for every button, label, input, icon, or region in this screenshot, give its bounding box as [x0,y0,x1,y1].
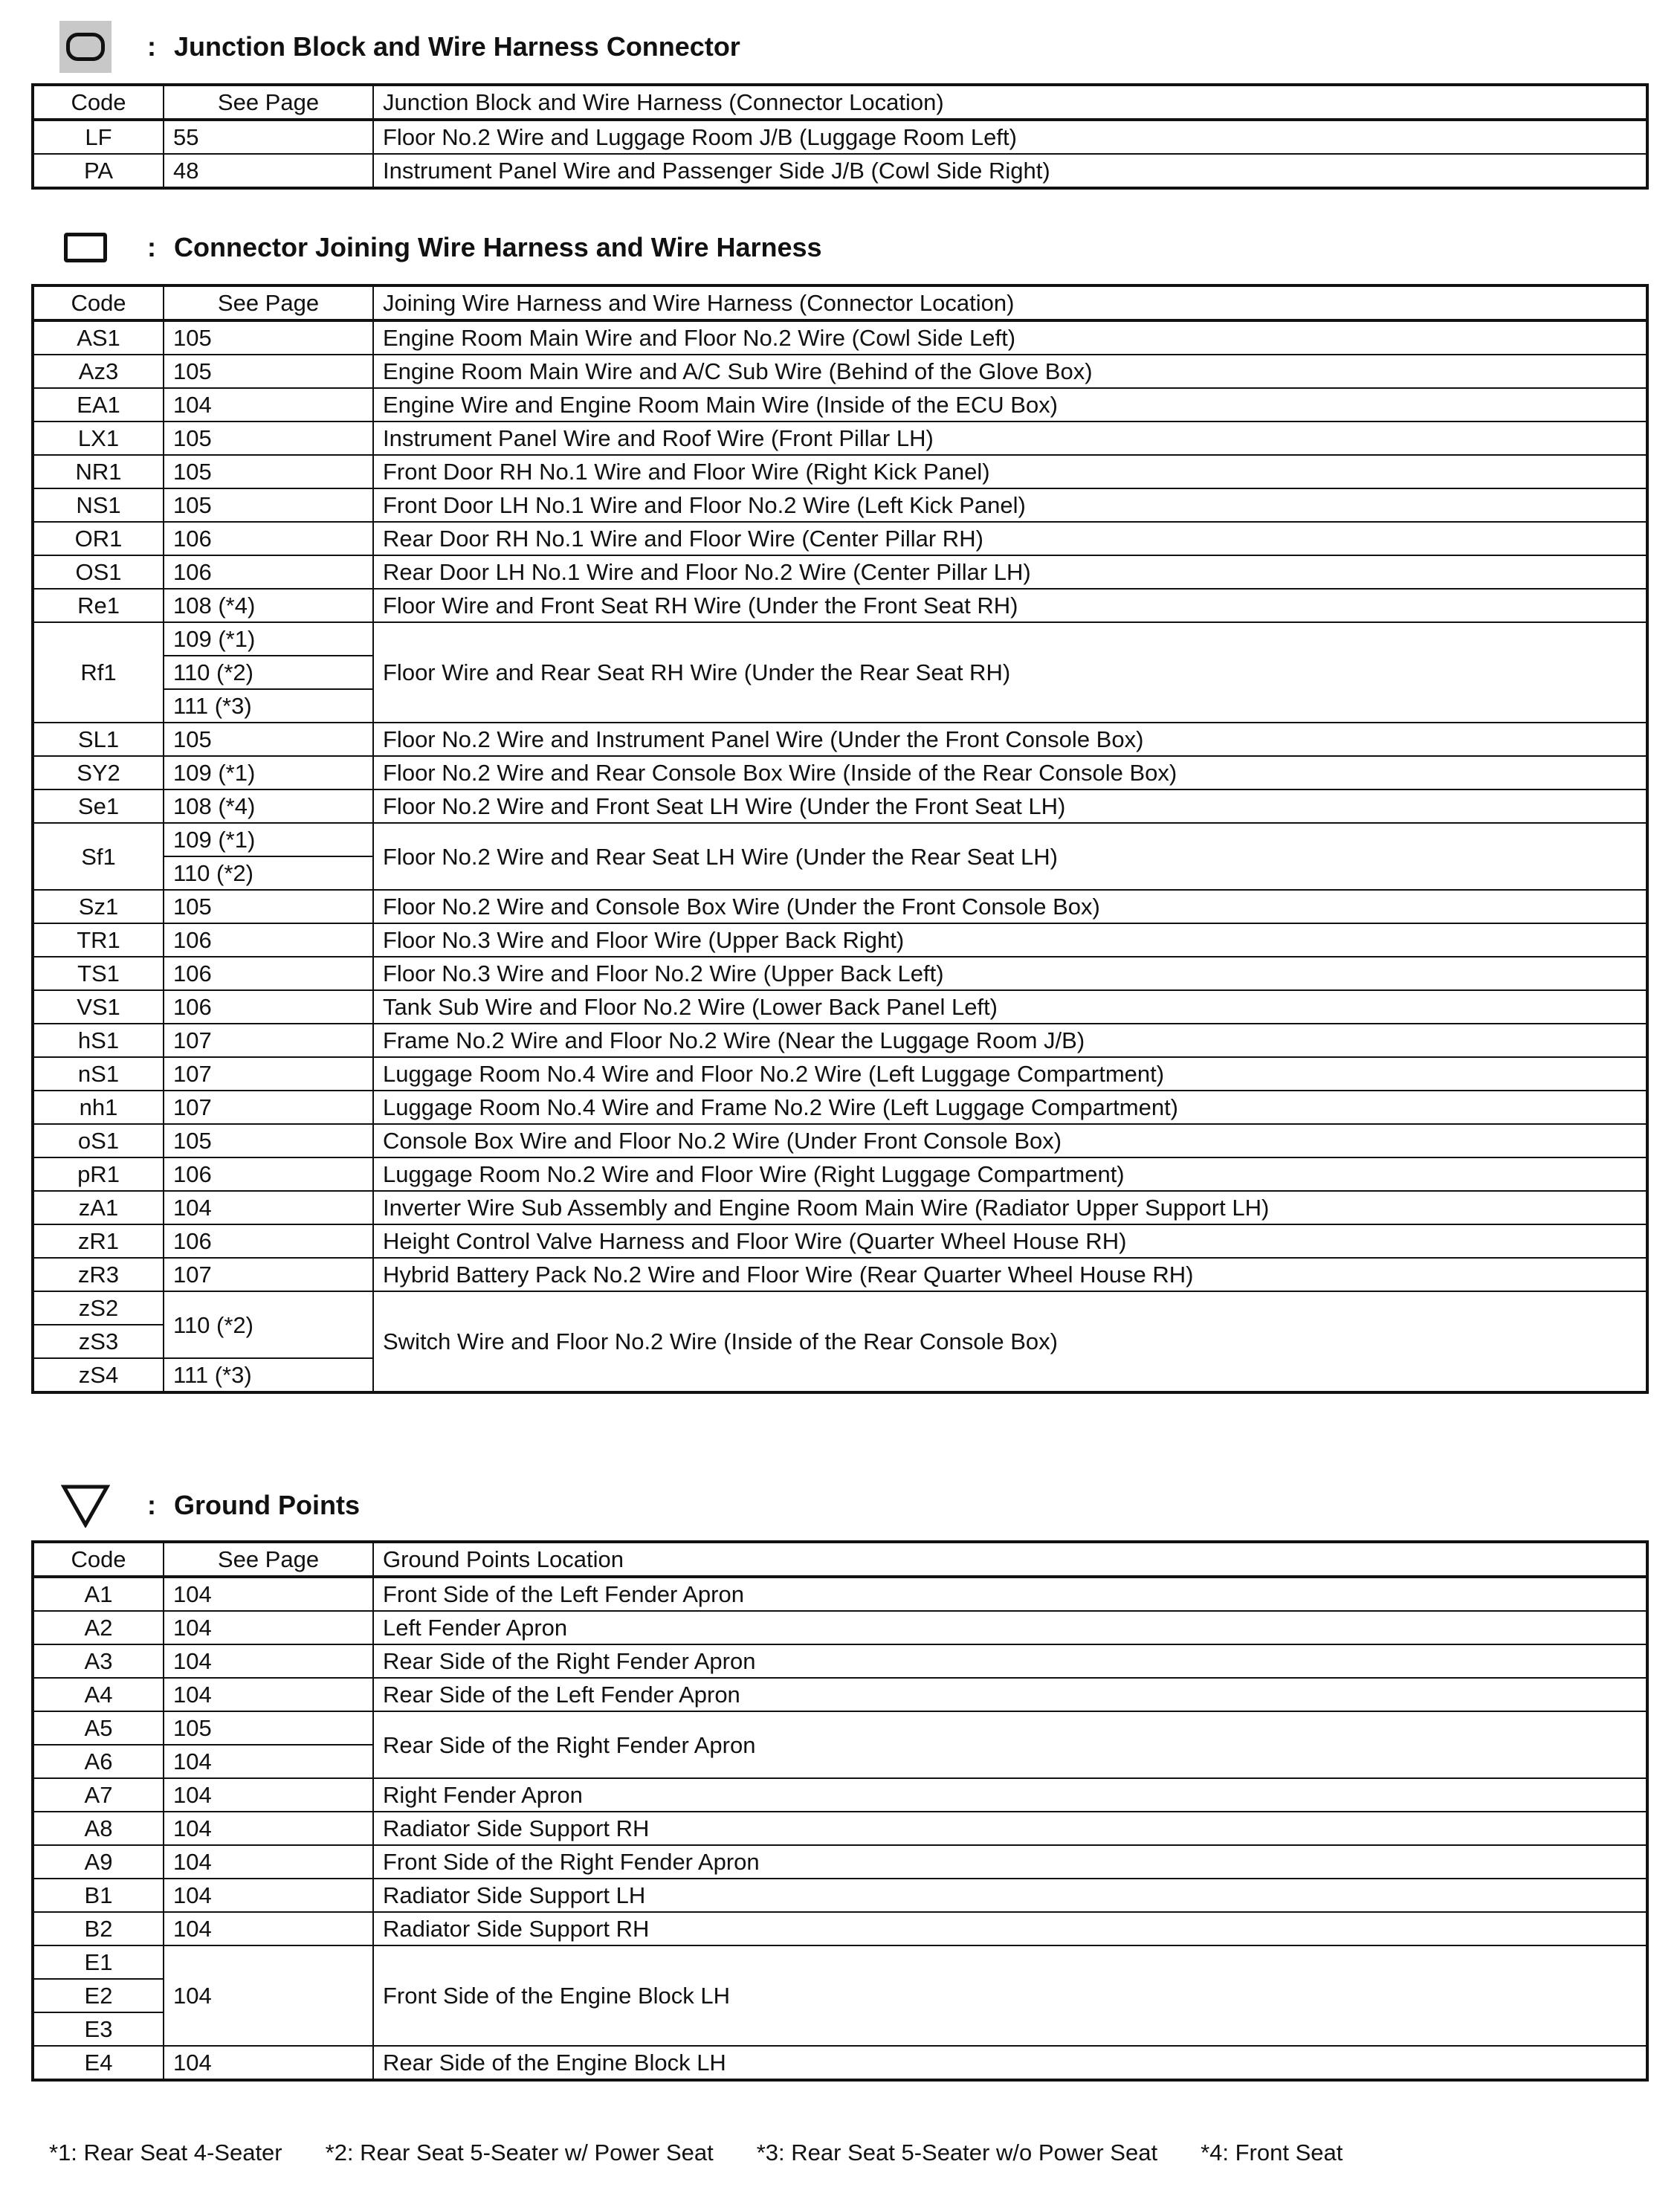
location-cell: Rear Side of the Left Fender Apron [373,1678,1647,1711]
location-cell: Front Door RH No.1 Wire and Floor Wire (Right Kick Panel) [373,455,1647,488]
header-see-page: See Page [164,85,373,120]
page-cell: 108 (*4) [164,589,373,622]
footnote-1: *1: Rear Seat 4-Seater [49,2140,282,2166]
code-cell: A2 [33,1611,164,1644]
header-see-page: See Page [164,1542,373,1577]
page-cell: 109 (*1) [164,756,373,789]
code-cell: Se1 [33,789,164,823]
table-row [33,1124,1647,1157]
code-cell: SL1 [33,723,164,756]
code-cell: zS2 [33,1291,164,1325]
table-header-row [33,85,1647,120]
location-cell: Luggage Room No.4 Wire and Frame No.2 Wire (Left Luggage Compartment) [373,1091,1647,1124]
page-cell: 110 (*2) [164,1291,373,1358]
header-location: Junction Block and Wire Harness (Connector Location) [373,85,1647,120]
section-header-ground-points [59,1479,360,1531]
table-row [33,355,1647,388]
header-code: Code [33,285,164,320]
page-cell: 110 (*2) [164,856,373,890]
code-cell: zR1 [33,1224,164,1258]
code-cell: zR3 [33,1258,164,1291]
table-row [33,388,1647,422]
section-colon: : [147,31,156,62]
code-cell: oS1 [33,1124,164,1157]
table-row [33,789,1647,823]
page-cell: 105 [164,1124,373,1157]
code-cell: Sz1 [33,890,164,923]
page-cell: 109 (*1) [164,823,373,856]
code-cell: A3 [33,1644,164,1678]
header-see-page: See Page [164,285,373,320]
table-row [33,1678,1647,1711]
page-cell: 106 [164,1157,373,1191]
table-row [33,1577,1647,1611]
code-cell: A6 [33,1745,164,1778]
code-cell: B1 [33,1879,164,1912]
code-cell: E2 [33,1979,164,2012]
code-cell: E1 [33,1945,164,1979]
location-cell: Engine Wire and Engine Room Main Wire (Inside of the ECU Box) [373,388,1647,422]
location-cell: Front Side of the Left Fender Apron [373,1577,1647,1611]
location-cell: Tank Sub Wire and Floor No.2 Wire (Lower Back Panel Left) [373,990,1647,1024]
table-row [33,756,1647,789]
code-cell: OR1 [33,522,164,555]
page-cell: 104 [164,1745,373,1778]
table-row [33,1057,1647,1091]
code-cell: SY2 [33,756,164,789]
location-cell: Switch Wire and Floor No.2 Wire (Inside of the Rear Console Box) [373,1291,1647,1392]
page-cell: 104 [164,1577,373,1611]
table-row [33,1845,1647,1879]
location-cell: Hybrid Battery Pack No.2 Wire and Floor Wire (Rear Quarter Wheel House RH) [373,1258,1647,1291]
table-row [33,1611,1647,1644]
table-row [33,1258,1647,1291]
page-cell: 106 [164,555,373,589]
table-row [33,488,1647,522]
page-cell: 106 [164,522,373,555]
location-cell: Console Box Wire and Floor No.2 Wire (Under Front Console Box) [373,1124,1647,1157]
page-cell: 110 (*2) [164,656,373,689]
ground-triangle-icon [59,1479,112,1531]
page-cell: 48 [164,154,373,188]
junction-block-table [31,83,1649,190]
page-cell: 104 [164,1644,373,1678]
page-cell: 104 [164,1845,373,1879]
code-cell: Sf1 [33,823,164,890]
code-cell: A5 [33,1711,164,1745]
page-cell: 105 [164,455,373,488]
code-cell: E4 [33,2046,164,2080]
page-cell: 104 [164,388,373,422]
code-cell: NS1 [33,488,164,522]
page-cell: 104 [164,1611,373,1644]
location-cell: Engine Room Main Wire and A/C Sub Wire (Behind of the Glove Box) [373,355,1647,388]
code-cell: VS1 [33,990,164,1024]
footnote-2: *2: Rear Seat 5-Seater w/ Power Seat [325,2140,714,2166]
location-cell: Rear Side of the Right Fender Apron [373,1711,1647,1778]
location-cell: Floor Wire and Rear Seat RH Wire (Under the Rear Seat RH) [373,622,1647,723]
location-cell: Floor No.2 Wire and Luggage Room J/B (Luggage Room Left) [373,120,1647,154]
code-cell: A1 [33,1577,164,1611]
page-cell: 111 (*3) [164,689,373,723]
footnote-3: *3: Rear Seat 5-Seater w/o Power Seat [756,2140,1158,2166]
page-cell: 108 (*4) [164,789,373,823]
location-cell: Radiator Side Support RH [373,1912,1647,1945]
location-cell: Frame No.2 Wire and Floor No.2 Wire (Near the Luggage Room J/B) [373,1024,1647,1057]
page-cell: 105 [164,320,373,355]
table-header-row [33,1542,1647,1577]
table-row [33,823,1647,856]
code-cell: zA1 [33,1191,164,1224]
location-cell: Floor No.3 Wire and Floor No.2 Wire (Upper Back Left) [373,957,1647,990]
code-cell: TS1 [33,957,164,990]
page-cell: 104 [164,1879,373,1912]
header-code: Code [33,1542,164,1577]
code-cell: E3 [33,2012,164,2046]
location-cell: Floor No.2 Wire and Rear Seat LH Wire (Under the Rear Seat LH) [373,823,1647,890]
code-cell: Re1 [33,589,164,622]
table-row [33,1945,1647,1979]
junction-block-icon [59,21,112,73]
header-location: Joining Wire Harness and Wire Harness (Connector Location) [373,285,1647,320]
page-cell: 106 [164,990,373,1024]
section-colon: : [147,1490,156,1520]
location-cell: Rear Side of the Engine Block LH [373,2046,1647,2080]
table-row [33,1778,1647,1812]
footnote-4: *4: Front Seat [1201,2140,1343,2166]
location-cell: Rear Door LH No.1 Wire and Floor No.2 Wire (Center Pillar LH) [373,555,1647,589]
table-row [33,555,1647,589]
page-cell: 107 [164,1024,373,1057]
code-cell: nS1 [33,1057,164,1091]
code-cell: Rf1 [33,622,164,723]
page-cell: 105 [164,355,373,388]
table-row [33,589,1647,622]
section-header-junction-block [59,21,740,73]
table-row [33,723,1647,756]
location-cell: Floor No.2 Wire and Console Box Wire (Under the Front Console Box) [373,890,1647,923]
location-cell: Engine Room Main Wire and Floor No.2 Wire (Cowl Side Left) [373,320,1647,355]
code-cell: OS1 [33,555,164,589]
location-cell: Floor No.3 Wire and Floor Wire (Upper Back Right) [373,923,1647,957]
location-cell: Instrument Panel Wire and Passenger Side J/B (Cowl Side Right) [373,154,1647,188]
code-cell: A4 [33,1678,164,1711]
table-row [33,1091,1647,1124]
code-cell: LF [33,120,164,154]
location-cell: Height Control Valve Harness and Floor Wire (Quarter Wheel House RH) [373,1224,1647,1258]
page-cell: 104 [164,1812,373,1845]
location-cell: Radiator Side Support RH [373,1812,1647,1845]
page-cell: 104 [164,1912,373,1945]
location-cell: Floor No.2 Wire and Rear Console Box Wire (Inside of the Rear Console Box) [373,756,1647,789]
table-header-row [33,285,1647,320]
table-row [33,2046,1647,2080]
connector-table [31,284,1649,1394]
code-cell: AS1 [33,320,164,355]
header-location: Ground Points Location [373,1542,1647,1577]
section-title: Junction Block and Wire Harness Connector [174,31,740,62]
table-row [33,154,1647,188]
location-cell: Front Side of the Engine Block LH [373,1945,1647,2046]
code-cell: hS1 [33,1024,164,1057]
code-cell: zS4 [33,1358,164,1392]
table-row [33,320,1647,355]
page-cell: 107 [164,1091,373,1124]
table-row [33,1224,1647,1258]
table-row [33,1191,1647,1224]
page-cell: 106 [164,923,373,957]
page-cell: 104 [164,1778,373,1812]
location-cell: Rear Door RH No.1 Wire and Floor Wire (Center Pillar RH) [373,522,1647,555]
code-cell: EA1 [33,388,164,422]
page-cell: 104 [164,1945,373,2046]
section-title: Connector Joining Wire Harness and Wire Harness [174,232,822,262]
page-cell: 55 [164,120,373,154]
location-cell: Front Door LH No.1 Wire and Floor No.2 Wire (Left Kick Panel) [373,488,1647,522]
table-row [33,1812,1647,1845]
page-cell: 105 [164,890,373,923]
location-cell: Front Side of the Right Fender Apron [373,1845,1647,1879]
location-cell: Inverter Wire Sub Assembly and Engine Room Main Wire (Radiator Upper Support LH) [373,1191,1647,1224]
table-row [33,455,1647,488]
location-cell: Left Fender Apron [373,1611,1647,1644]
code-cell: A9 [33,1845,164,1879]
page-cell: 106 [164,957,373,990]
code-cell: NR1 [33,455,164,488]
section-colon: : [147,232,156,262]
table-row [33,522,1647,555]
code-cell: nh1 [33,1091,164,1124]
table-row [33,1157,1647,1191]
location-cell: Right Fender Apron [373,1778,1647,1812]
location-cell: Radiator Side Support LH [373,1879,1647,1912]
table-row [33,890,1647,923]
code-cell: LX1 [33,422,164,455]
table-row [33,1644,1647,1678]
ground-points-table [31,1540,1649,2082]
table-row [33,957,1647,990]
code-cell: pR1 [33,1157,164,1191]
table-row [33,990,1647,1024]
code-cell: TR1 [33,923,164,957]
section-header-connector [59,222,822,274]
table-row [33,1711,1647,1745]
location-cell: Floor No.2 Wire and Instrument Panel Wire (Under the Front Console Box) [373,723,1647,756]
location-cell: Instrument Panel Wire and Roof Wire (Front Pillar LH) [373,422,1647,455]
page-cell: 105 [164,488,373,522]
code-cell: A7 [33,1778,164,1812]
table-row [33,1024,1647,1057]
location-cell: Luggage Room No.4 Wire and Floor No.2 Wire (Left Luggage Compartment) [373,1057,1647,1091]
code-cell: PA [33,154,164,188]
page-cell: 109 (*1) [164,622,373,656]
page-cell: 104 [164,1191,373,1224]
code-cell: Az3 [33,355,164,388]
section-title: Ground Points [174,1490,360,1520]
table-row [33,422,1647,455]
location-cell: Floor Wire and Front Seat RH Wire (Under the Front Seat RH) [373,589,1647,622]
code-cell: B2 [33,1912,164,1945]
table-row [33,120,1647,154]
table-row [33,1912,1647,1945]
code-cell: A8 [33,1812,164,1845]
location-cell: Rear Side of the Right Fender Apron [373,1644,1647,1678]
table-row [33,923,1647,957]
page-cell: 107 [164,1258,373,1291]
page-cell: 105 [164,1711,373,1745]
table-row [33,622,1647,656]
page-cell: 106 [164,1224,373,1258]
page-cell: 104 [164,1678,373,1711]
page-cell: 104 [164,2046,373,2080]
location-cell: Floor No.2 Wire and Front Seat LH Wire (Under the Front Seat LH) [373,789,1647,823]
table-row [33,1291,1647,1325]
page-cell: 107 [164,1057,373,1091]
page-cell: 105 [164,422,373,455]
header-code: Code [33,85,164,120]
connector-icon [59,222,112,274]
page-cell: 111 (*3) [164,1358,373,1392]
table-row [33,1879,1647,1912]
location-cell: Luggage Room No.2 Wire and Floor Wire (Right Luggage Compartment) [373,1157,1647,1191]
code-cell: zS3 [33,1325,164,1358]
page-cell: 105 [164,723,373,756]
footnotes [49,2140,1386,2166]
